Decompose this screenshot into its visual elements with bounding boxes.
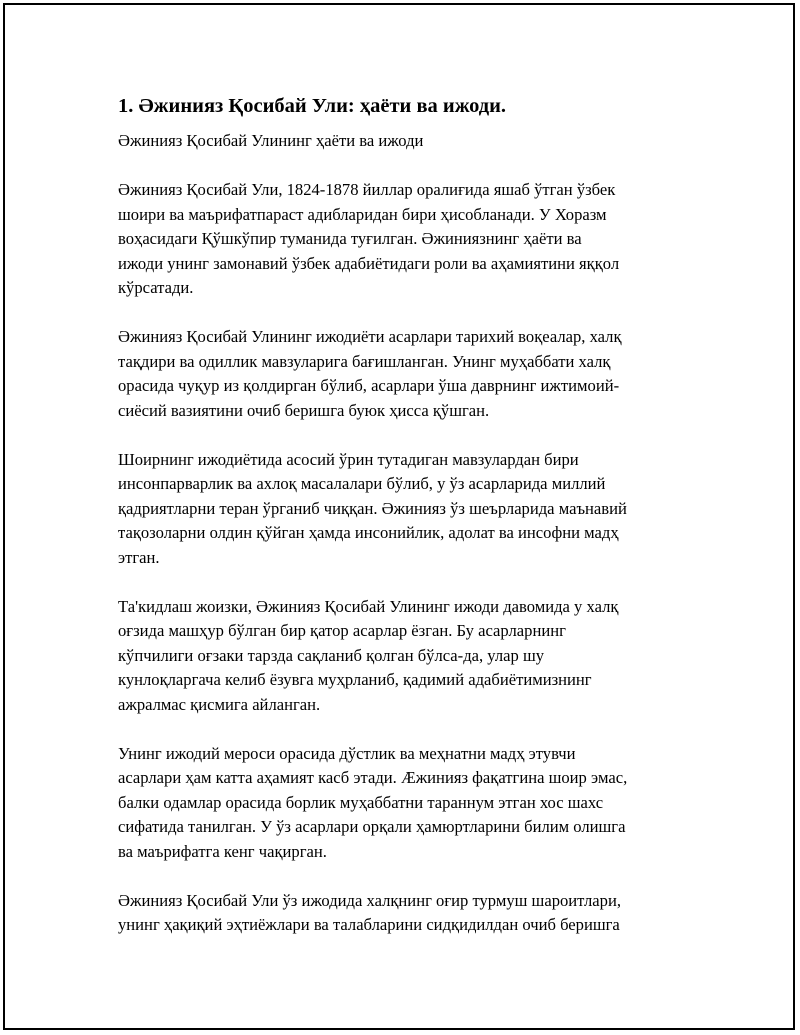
paragraph-1 [118, 178, 698, 301]
text-line: Әжинияз Қосибай Ули ўз ижодида халқнинг оғир турмуш шароитлари, [118, 890, 621, 910]
text-line: тақозоларни олдин қўйган ҳамда инсонийлик, адолат ва инсофни мадҳ [118, 523, 619, 542]
text-line: кунлоқларгача келиб ёзувга муҳрланиб, қадимий адабиётимизнинг [118, 670, 592, 689]
text-line: воҳасидаги Қўшкўпир туманида туғилган. Әжиниязнинг ҳаёти ва [118, 229, 582, 248]
text-line: кўрсатади. [118, 278, 194, 297]
document-body [118, 92, 698, 962]
text-line: этган. [118, 547, 160, 567]
document-heading: 1. Әжинияз Қосибай Ули: ҳаёти ва ижоди. [118, 95, 507, 117]
text-line: инсонпарварлик ва ахлоқ масалалари бўлиб, у ўз асарларида миллий [118, 474, 606, 493]
text-line: Әжинияз Қосибай Улининг ижодиёти асарлари тарихий воқеалар, халқ [118, 327, 622, 346]
paragraph-3 [118, 448, 698, 571]
text-line: тақдири ва одиллик мавзуларига бағишланган. Унинг муҳаббати халқ [118, 351, 611, 371]
text-line: Шоирнинг ижодиётида асосий ўрин тутадиган мавзулардан бири [118, 449, 579, 469]
paragraph-6 [118, 889, 698, 938]
text-line: шоири ва маърифатпараст адибларидан бири ҳисобланади. У Хоразм [118, 204, 607, 224]
text-line: қадриятларни теран ўрганиб чиққан. Әжинияз ўз шеърларида маънавий [118, 498, 627, 518]
text-line: Әжинияз Қосибай Ули, 1824-1878 йиллар оралиғида яшаб ўтган ўзбек [118, 180, 616, 199]
text-line: орасида чуқур из қолдирган бўлиб, асарлари ўша даврнинг ижтимоий- [118, 376, 620, 395]
text-line: Унинг ижодий мероси орасида дўстлик ва меҳнатни мадҳ этувчи [118, 743, 576, 763]
text-line: унинг ҳақиқий эҳтиёжлари ва талабларини сидқидилдан очиб беришга [118, 915, 620, 934]
document-subtitle: Әжинияз Қосибай Улининг ҳаёти ва ижоди [118, 131, 424, 150]
paragraph-2 [118, 325, 698, 423]
paragraph-5 [118, 742, 698, 865]
text-line: оғзида машҳур бўлган бир қатор асарлар ёзган. Бу асарларнинг [118, 621, 566, 640]
text-line: асарлари ҳам катта аҳамият касб этади. Ӕжинияз фақатгина шоир эмас, [118, 768, 628, 787]
text-line: ва маърифатга кенг чақирган. [118, 841, 327, 861]
text-line: кўпчилиги оғзаки тарзда сақланиб қолган бўлса-да, улар шу [118, 645, 545, 665]
text-line: сифатида танилган. У ўз асарлари орқали ҳамюртларини билим олишга [118, 817, 626, 836]
paragraph-4 [118, 595, 698, 718]
text-line: балки одамлар орасида борлик муҳаббатни тараннум этган хос шахс [118, 792, 604, 812]
text-line: сиёсий вазиятини очиб беришга буюк ҳисса қўшган. [118, 400, 490, 420]
text-line: Та'кидлаш жоизки, Әжинияз Қосибай Улининг ижоди давомида у халқ [118, 596, 619, 616]
text-line: ижоди унинг замонавий ўзбек адабиётидаги роли ва аҳамиятини яққол [118, 253, 620, 273]
text-line: ажралмас қисмига айланган. [118, 694, 321, 714]
